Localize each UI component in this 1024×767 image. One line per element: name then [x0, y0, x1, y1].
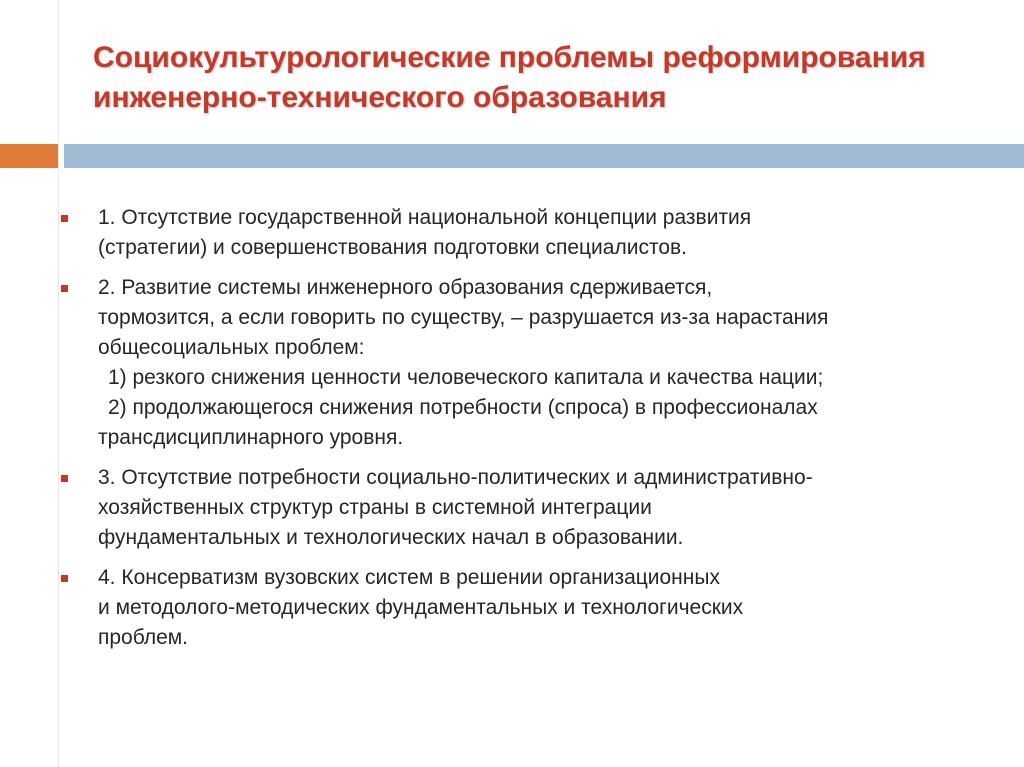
list-item-1: [58, 203, 1008, 263]
list-item-2: [58, 273, 1008, 453]
list-item-text: хозяйственных структур страны в системной интеграции: [98, 496, 652, 519]
list-item-text: тормозится, а если говорить по существу, – разрушается из-за нарастания: [98, 306, 829, 329]
slide-title: [93, 38, 993, 118]
slide-title-line-1: Социокультурологические проблемы реформирования: [93, 41, 926, 74]
left-margin-rule: [0, 0, 59, 767]
list-subitem-text: 2) продолжающегося снижения потребности (спроса) в профессионалах: [108, 396, 818, 419]
bullet-list: [58, 203, 1008, 663]
list-item-text: общесоциальных проблем:: [98, 336, 365, 359]
list-item-4: [58, 563, 1008, 653]
list-item-text: трансдисциплинарного уровня.: [98, 426, 404, 449]
accent-bar-blue: [64, 144, 1024, 168]
list-item-text: 2. Развитие системы инженерного образования сдерживается,: [98, 276, 713, 299]
square-bullet-icon: [61, 475, 68, 482]
accent-bar-orange: [0, 144, 58, 168]
list-item-text: проблем.: [98, 626, 189, 649]
list-item-text: 3. Отсутствие потребности социально-политических и административно-: [98, 466, 813, 489]
square-bullet-icon: [61, 575, 68, 582]
square-bullet-icon: [61, 215, 68, 222]
list-item-3: [58, 463, 1008, 553]
list-item-text: 1. Отсутствие государственной национальной концепции развития: [98, 206, 752, 229]
list-item-text: фундаментальных и технологических начал в образовании.: [98, 526, 684, 549]
list-item-text: (стратегии) и совершенствования подготовки специалистов.: [98, 236, 688, 259]
list-subitem-text: 1) резкого снижения ценности человеческого капитала и качества нации;: [108, 366, 824, 389]
list-item-text: и методолого-методических фундаментальных и технологических: [98, 596, 744, 619]
square-bullet-icon: [61, 285, 68, 292]
slide-title-line-2: инженерно-технического образования: [93, 81, 667, 114]
list-item-text: 4. Консерватизм вузовских систем в решении организационных: [98, 566, 720, 589]
